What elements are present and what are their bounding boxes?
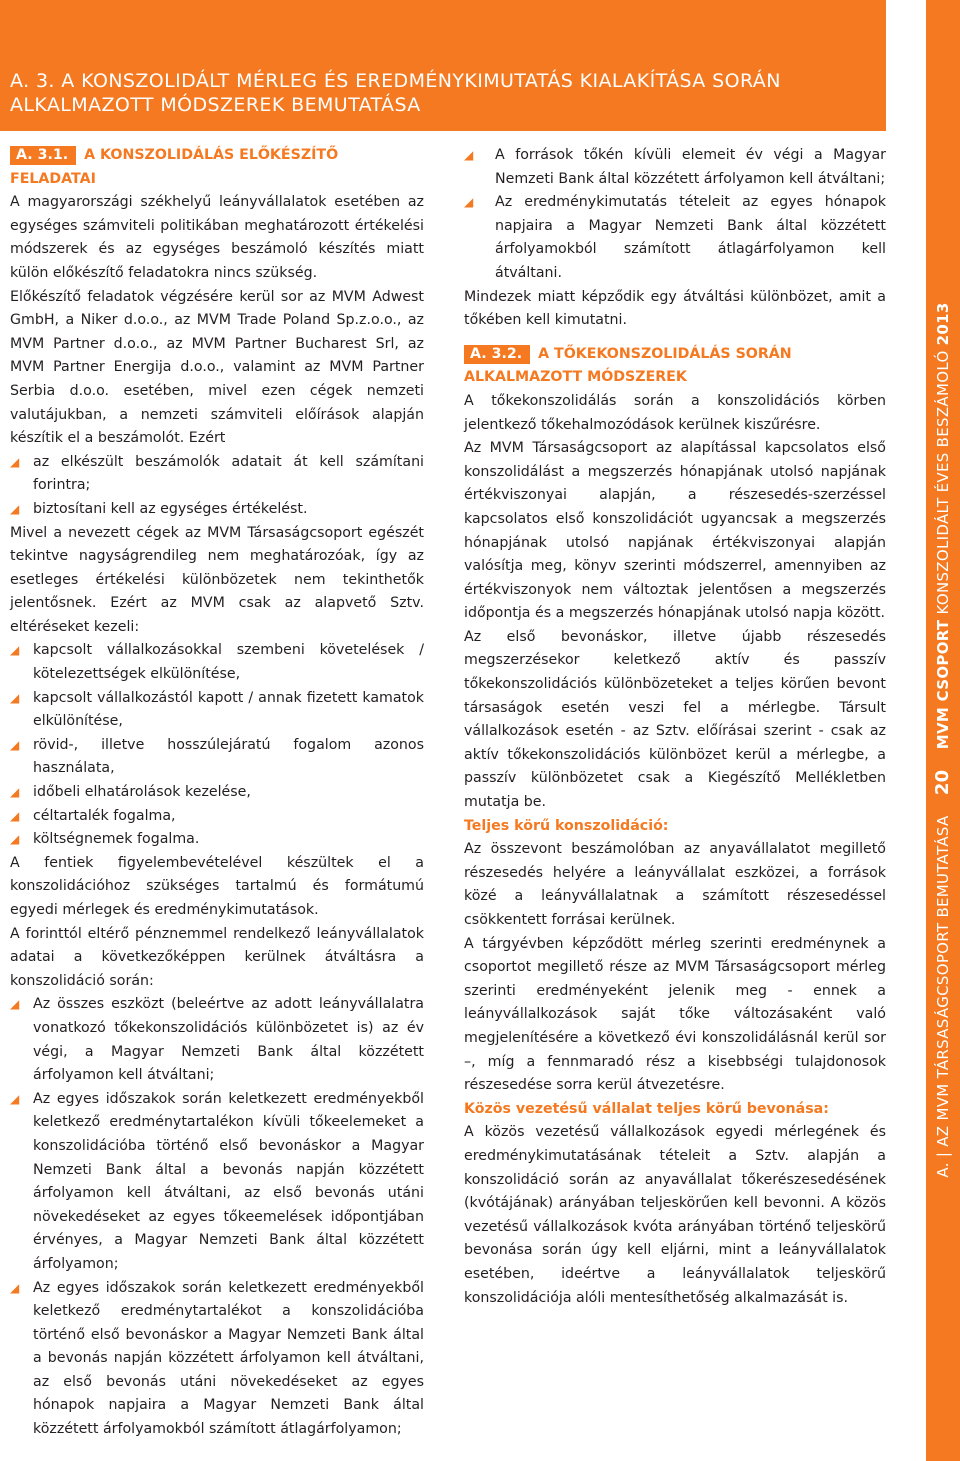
list-item — [10, 805, 424, 829]
bullet-icon: ◢ — [10, 643, 20, 658]
list-item-text: kapcsolt vállalkozásokkal szembeni követelések / kötelezettségek elkülönítése, — [33, 642, 424, 683]
list-item — [10, 687, 424, 734]
section-number: A. 3.1. — [10, 146, 76, 165]
paragraph: A közös vezetésű vállalkozások egyedi mérlegének és eredménykimutatásának tételeit a Sztv. alapján a konszolidáció során az anyavállalat tőkerészesedésének (kvótájának) arányában teljeskörűen kell bevonni. A közös vezetésű vállalkozások kvóta arányában történő teljeskörű bevonása során úgy kell eljárni, mint a leányvállalatok esetében, ideértve a leányvállalatok teljeskörű konszolidációja alóli mentesíthetőség alkalmazását is. — [464, 1124, 886, 1306]
bullet-icon: ◢ — [464, 195, 474, 210]
list-item — [10, 451, 424, 498]
bullet-icon: ◢ — [464, 148, 474, 162]
list-item-text: kapcsolt vállalkozástól kapott / annak fizetett kamatok elkülönítése, — [33, 689, 424, 730]
list-item-text: A források tőkén kívüli elemeit év végi a Magyar Nemzeti Bank által közzétett árfolyamon kell átváltani; — [495, 147, 886, 187]
paragraph: Az összevont beszámolóban az anyavállalatot megillető részesedés helyére a leányvállalat eszközei, a források közé a leányvállalatnak a számított részesedéssel csökkentett forrásai kerülnek. — [464, 841, 886, 928]
bullet-icon: ◢ — [10, 690, 20, 705]
page-number: 20 — [932, 769, 953, 796]
bullet-icon: ◢ — [10, 454, 20, 469]
paragraph: A magyarországi székhelyű leányvállalatok esetében az egységes számviteli politikában meghatározott értékelési módszerek és az egységes beszámoló készítés miatt külön előkészítő feladatokra nincs szükség. — [10, 194, 424, 281]
list-item — [10, 498, 424, 522]
bullet-list — [10, 639, 424, 851]
left-column — [10, 144, 424, 1442]
bullet-icon: ◢ — [10, 785, 20, 800]
bullet-list — [464, 144, 886, 286]
header-banner — [0, 0, 886, 131]
section-title: A TŐKEKONSZOLIDÁLÁS SORÁN ALKALMAZOTT MÓDSZEREK — [464, 345, 792, 386]
sidebar-running-title — [926, 190, 960, 1290]
sidebar-section: A. | AZ MVM TÁRSASÁGCSOPORT BEMUTATÁSA — [934, 815, 952, 1178]
paragraph: Mindezek miatt képződik egy átváltási különbözet, amit a tőkében kell kimutatni. — [464, 288, 886, 329]
list-item-text: biztosítani kell az egységes értékelést. — [33, 500, 308, 517]
bullet-icon: ◢ — [10, 832, 20, 847]
paragraph: Az első bevonáskor, illetve újabb részesedés megszerzésekor keletkező aktív és passzív tőkekonszolidációs különbözeteket a teljes körűen bevont társaságok esetén veszi fel a mérlegbe. Társult vállalkozások esetén - az Sztv. előírásai szerint - csak az aktív tőkekonszolidációs különbözet kerül a mérlegbe, a passzív különbözetet csak a Kiegészítő Mellékletben mutatja be. — [464, 628, 886, 811]
bullet-list — [10, 993, 424, 1441]
list-item-text: időbeli elhatárolások kezelése, — [33, 784, 251, 801]
list-item — [10, 781, 424, 805]
paragraph: A fentiek figyelembevételével készültek el a konszolidációhoz szükséges tartalmú és formátumú egyedi mérlegek és eredménykimutatások. — [10, 854, 424, 918]
bullet-icon: ◢ — [10, 1280, 20, 1295]
paragraph: Az MVM Társaságcsoport az alapítással kapcsolatos első konszolidálást a megszerzés hónapjának utolsó napjának értékviszonyai alapján, a részesedés-szerzéssel kapcsolatos első konszolidációt ugyancsak a megszerzés hónapjának utolsó napjának értékviszonyai alapján valósítja meg, könyv szerinti módszerrel, amennyiben az értékviszonyok nem változtak jelentősen a megszerzés időpontja és a megszerzés hónapjának utolsó napja között. — [464, 440, 886, 622]
subheading: Teljes körű konszolidáció: — [464, 817, 669, 834]
list-item — [10, 993, 424, 1087]
section-heading — [464, 343, 886, 390]
list-item — [464, 144, 886, 191]
subheading: Közös vezetésű vállalat teljes körű bevonása: — [464, 1100, 829, 1117]
list-item-text: költségnemek fogalma. — [33, 831, 200, 848]
list-item-text: rövid-, illetve hosszúlejáratú fogalom azonos használata, — [33, 736, 424, 777]
section-number: A. 3.2. — [464, 345, 530, 364]
section-heading — [10, 144, 424, 191]
list-item — [10, 639, 424, 686]
spacer — [464, 333, 886, 343]
list-item — [10, 734, 424, 781]
list-item-text: Az egyes időszakok során keletkezett eredményekből keletkező eredménytartalékot a konszolidációba történő első bevonáskor a Magyar Nemzeti Bank által a bevonás napján közzétett árfolyamon kell átváltani, az első bevonás utáni növekedéseket az egyes hónapok napjaira a Magyar Nemzeti Bank által közzétett árfolyamokból számított átlagárfolyamon; — [33, 1279, 424, 1438]
list-item — [464, 191, 886, 285]
list-item-text: az elkészült beszámolók adatait át kell számítani forintra; — [33, 453, 424, 494]
page-title: A. 3. A KONSZOLIDÁLT MÉRLEG ÉS EREDMÉNYKIMUTATÁS KIALAKÍTÁSA SORÁN ALKALMAZOTT MÓDSZEREK BEMUTATÁSA — [10, 70, 781, 116]
sidebar-year: 2013 — [934, 302, 952, 346]
paragraph: Mivel a nevezett cégek az MVM Társaságcsoport egészét tekintve nagyságrendileg nem meghatározóak, így az esetleges értékelési különbözetek nem tekinthetők jelentősnek. Ezért az MVM csak az alapvető Sztv. eltéréseket kezeli: — [10, 524, 424, 635]
list-item — [10, 828, 424, 852]
list-item-text: Az egyes időszakok során keletkezett eredményekből keletkező eredménytartalékon kívüli tőkeelemeket a konszolidációba történő első bevonáskor a Magyar Nemzeti Bank által a bevonás napján közzétett árfolyamon kell átváltani, az első bevonás utáni növekedéseket az egyes tőkeemelések időpontjában érvényes, a Magyar Nemzeti Bank által közzétett árfolyamon; — [33, 1090, 424, 1272]
right-column — [464, 144, 886, 1310]
list-item — [10, 1088, 424, 1277]
bullet-icon: ◢ — [10, 737, 20, 752]
sidebar-brand: MVM CSOPORT — [934, 619, 952, 750]
bullet-icon: ◢ — [10, 997, 20, 1012]
sidebar-report: KONSZOLIDÁLT ÉVES BESZÁMOLÓ — [934, 350, 952, 615]
section-title: A KONSZOLIDÁLÁS ELŐKÉSZÍTŐ FELADATAI — [10, 147, 339, 187]
paragraph: A tőkekonszolidálás során a konszolidációs körben jelentkező tőkehalmozódások kerülnek kiszűrésre. — [464, 392, 886, 433]
paragraph: A forinttól eltérő pénznemmel rendelkező leányvállalatok adatai a következőképpen kerülnek átváltásra a konszolidáció során: — [10, 925, 424, 989]
list-item-text: Az eredménykimutatás tételeit az egyes hónapok napjaira a Magyar Nemzeti Bank által közzétett árfolyamokból számított átlagárfolyamon kell átváltani. — [495, 194, 886, 281]
paragraph: Előkészítő feladatok végzésére kerül sor az MVM Adwest GmbH, a Niker d.o.o., az MVM Trade Poland Sp.z.o.o., az MVM Partner d.o.o., az MVM Partner Bucharest Srl, az MVM Partner Energija d.o.o., valamint az MVM Partner Serbia d.o.o. esetében, mivel ezen cégek nemzeti valutájukban, a nemzeti számviteli előírások alapján készítik el a beszámolót. Ezért — [10, 288, 424, 447]
bullet-icon: ◢ — [10, 501, 20, 516]
list-item — [10, 1277, 424, 1442]
bullet-icon: ◢ — [10, 1091, 20, 1106]
bullet-icon: ◢ — [10, 808, 20, 823]
list-item-text: Az összes eszközt (beleértve az adott leányvállalatra vonatkozó tőkekonszolidációs különbözetet is) az év végi, a Magyar Nemzeti Bank által közzétett árfolyamon kell átváltani; — [33, 996, 424, 1084]
paragraph: A tárgyévben képződött mérleg szerinti eredménynek a csoportot megillető része az MVM Társaságcsoport mérleg szerinti eredményeként jelenik meg - ennek a leányvállalkozások saját tőke változásaként való megjelenítésére a következő évi konszolidálásnál kerül sor –, míg a fennmaradó rész a kisebbségi tulajdonosok részesedése sorra kerül átvezetésre. — [464, 935, 886, 1094]
list-item-text: céltartalék fogalma, — [33, 807, 176, 824]
bullet-list — [10, 451, 424, 522]
